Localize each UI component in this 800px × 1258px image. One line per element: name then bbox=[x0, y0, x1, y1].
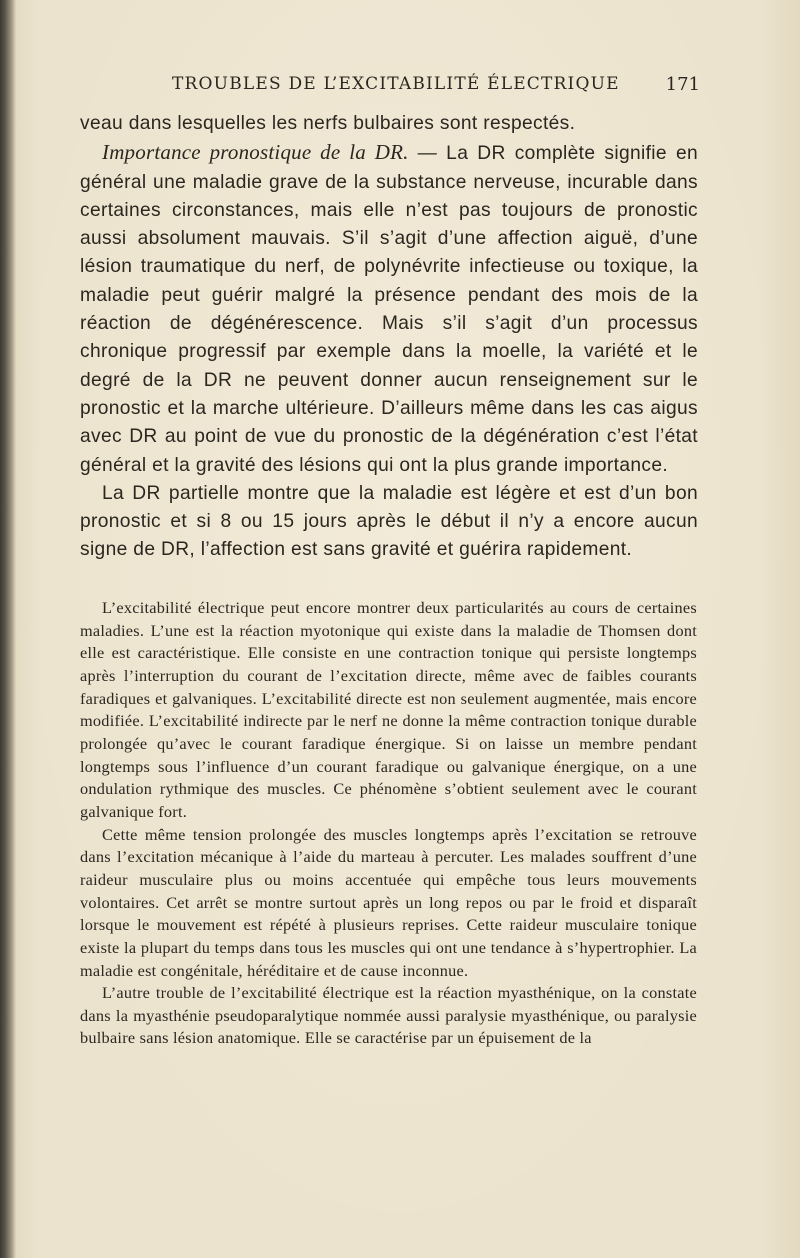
paragraph-myasthenic: L’autre trouble de l’excitabilité électrique est la réaction myasthénique, on la constate dans la myasthénie pseudoparalytique nommée aussi paralysie myasthénique, ou paralysie bulbaire sans lésion anatomique. Elle se caractérise par un épuisement de la bbox=[80, 983, 697, 1048]
paragraph-continuation: veau dans lesquelles les nerfs bulbaires sont respectés. bbox=[80, 113, 576, 134]
page-number: 171 bbox=[665, 74, 700, 95]
paragraph-myotonic: L’excitabilité électrique peut encore montrer deux particularités au cours de certaines maladies. L’une est la réaction myotonique qui existe dans la maladie de Thomsen dont elle est caractéristique. Elle consiste en une contraction tonique qui persiste longtemps après l’interruption du courant de l’excitation directe, même avec de faibles courants faradiques et galvaniques. L’excitabilité directe est non seulement augmentée, mais encore modifiée. L’excitabilité indirecte par le nerf ne donne la même contraction tonique durable prolongée qu’avec le courant faradique énergique. Si on laisse un membre pendant longtemps sous l’influence d’un courant faradique ou galvanique énergique, on a une ondulation rythmique des muscles. Ce phénomène s’obtient seulement avec le courant galvanique fort. bbox=[80, 598, 697, 821]
paragraph-prognosis bbox=[80, 138, 698, 480]
small-print-text bbox=[80, 597, 697, 1050]
book-binding-edge bbox=[0, 0, 16, 1258]
paragraph-tension: Cette même tension prolongée des muscles longtemps après l’excitation se retrouve dans l’excitation mécanique à l’aide du marteau à percuter. Les malades souffrent d’une raideur musculaire plus ou moins accentuée qui empêche tous leurs mouvements volontaires. Cet arrêt se montre surtout après un long repos ou par le froid et disparaît lorsque le mouvement est répété à plusieurs reprises. Cette raideur musculaire tonique existe la plupart du temps dans tous les muscles qui ont une tendance à s’hypertrophier. La maladie est congénitale, héréditaire et de cause inconnue. bbox=[80, 824, 697, 980]
running-head: TROUBLES DE L’EXCITABILITÉ ÉLECTRIQUE bbox=[172, 74, 620, 94]
section-heading-prognosis: Importance pronostique de la DR. bbox=[102, 140, 409, 165]
paragraph-prognosis-text: — La DR complète signifie en général une maladie grave de la substance nerveuse, incurable dans certaines circonstances, mais elle n’est pas toujours de pronostic aussi absolument mauvais. S’il s’agit d’une affection aiguë, d’une lésion traumatique du nerf, de polynévrite infectieuse ou toxique, la maladie peut guérir malgré la présence pendant des mois de la réaction de dégénérescence. Mais s’il s’agit d’un processus chronique progressif par exemple dans la moelle, la variété et le degré de la DR ne peuvent donner aucun renseignement sur le pronostic et la marche ultérieure. D’ailleurs même dans les cas aigus avec DR au point de vue du pronostic de la dégénération c’est l’état général et la gravité des lésions qui ont la plus grande importance. bbox=[80, 143, 698, 476]
paragraph-partial-dr: La DR partielle montre que la maladie est légère et est d’un bon pronostic et si 8 ou 15 jours après le début il n’y a encore aucun signe de DR, l’affection est sans gravité et guérira rapidement. bbox=[80, 482, 698, 561]
page-header bbox=[80, 74, 700, 100]
main-text bbox=[80, 110, 698, 565]
